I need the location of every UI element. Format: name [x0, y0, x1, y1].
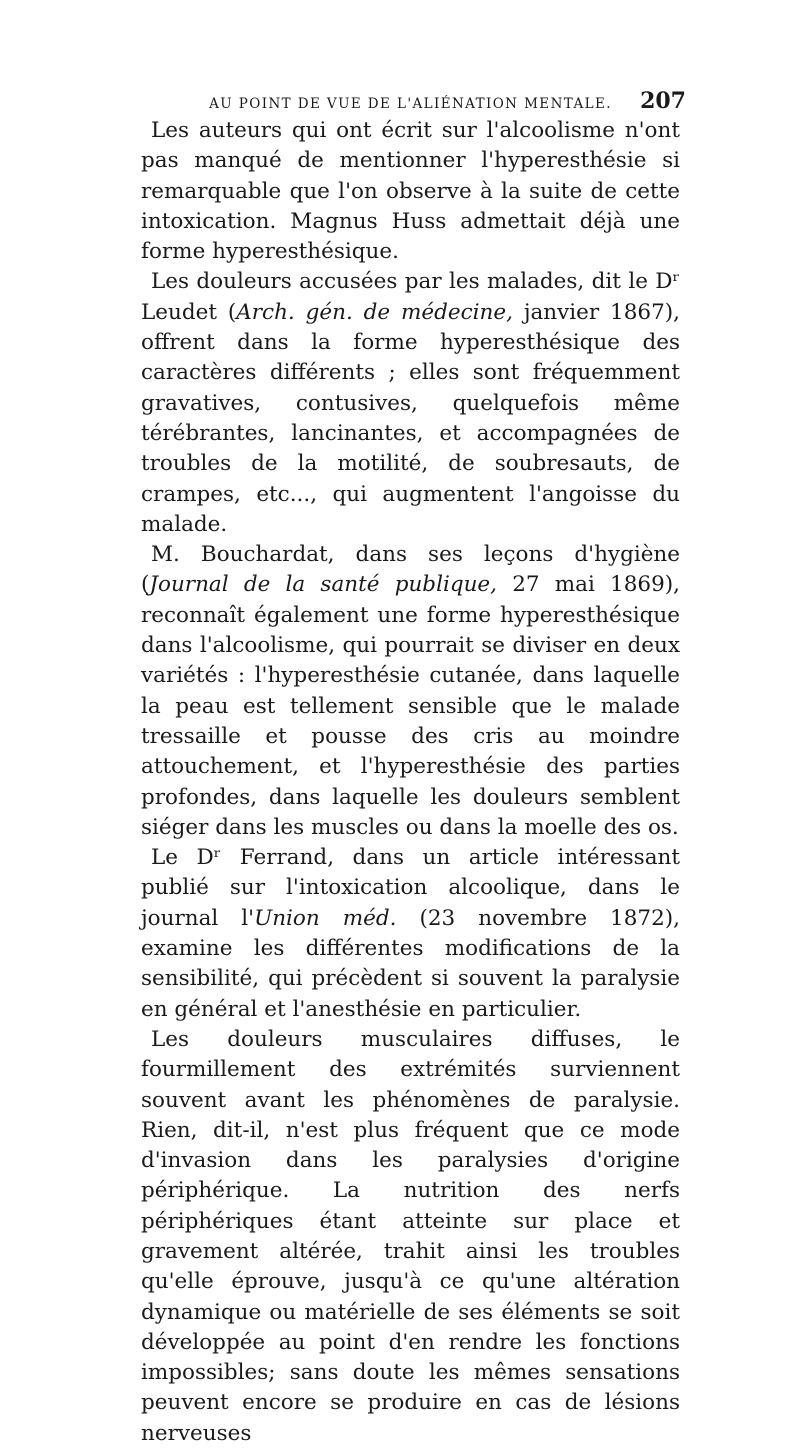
- paragraph-text: M. Bouchardat, dans ses leçons d'hygiène (: [141, 542, 680, 598]
- body-text: [141, 116, 680, 1449]
- page-number: 207: [640, 88, 686, 114]
- paragraph: [141, 843, 680, 1025]
- paragraph-text: Les douleurs musculaires diffuses, le fourmillement des extrémités surviennent souvent avant les phénomènes de paralysie. Rien, dit-il, n'est plus fréquent que ce mode d'invasion dans les paralysies d'origine périphérique. La nutrition des nerfs périphériques étant atteinte sur place et gravement altérée, trahit ainsi les troubles qu'elle éprouve, jusqu'à ce qu'une altération dynamique ou matérielle de ses éléments se soit développée au point d'en rendre les fonctions impossibles; sans doute les mêmes sensations peuvent encore se produire en cas de lésions nerveuses: [141, 1026, 680, 1446]
- running-header: [141, 88, 686, 114]
- paragraph: [141, 540, 680, 843]
- paragraph-text: Les auteurs qui ont écrit sur l'alcoolisme n'ont pas manqué de mentionner l'hyperesthésie si remarquable que l'on observe à la suite de cette intoxication. Magnus Huss admettait déjà une forme hyperesthésique.: [141, 118, 680, 265]
- citation: Arch. gén. de médecine,: [236, 299, 513, 325]
- paragraph-text: janvier 1867), offrent dans la forme hyperesthésique des caractères différents ; elles sont fréquemment gravatives, contusives, quelquefois même térébrantes, lancinantes, et accompagnées de troubles de la motilité, de soubresauts, de crampes, etc..., qui augmentent l'angoisse du malade.: [141, 299, 680, 537]
- paragraph-text: Les douleurs accusées par les malades, dit le Dʳ Leudet (: [141, 269, 680, 325]
- running-title: AU POINT DE VUE DE L'ALIÉNATION MENTALE.: [209, 96, 612, 112]
- citation: Journal de la santé publique,: [149, 572, 497, 598]
- paragraph-text: (23 novembre 1872), examine les différentes modifications de la sensibilité, qui précèdent si souvent la paralysie en général et l'anesthésie en particulier.: [141, 905, 680, 1022]
- paragraph: [141, 1025, 680, 1449]
- paragraph: [141, 116, 680, 267]
- paragraph: [141, 267, 680, 540]
- paragraph-text: Le Dʳ Ferrand, dans un article intéressant publié sur l'intoxication alcoolique, dans le journal l': [141, 845, 680, 931]
- citation: Union méd.: [254, 905, 397, 931]
- paragraph-text: 27 mai 1869), reconnaît également une forme hyperesthésique dans l'alcoolisme, qui pourrait se diviser en deux variétés : l'hyperesthésie cutanée, dans laquelle la peau est tellement sensible que le malade tressaille et pousse des cris au moindre attouchement, et l'hyperesthésie des parties profondes, dans laquelle les douleurs semblent siéger dans les muscles ou dans la moelle des os.: [141, 572, 680, 840]
